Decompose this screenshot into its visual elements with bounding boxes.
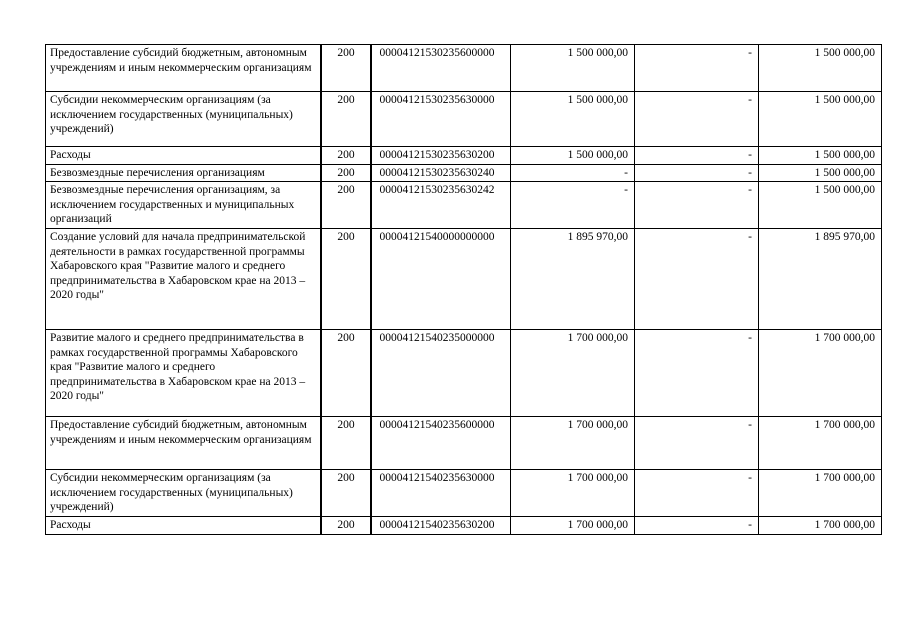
row-name-cell: Безвозмездные перечисления организациям, за исключением государственных и муниципальных организаций xyxy=(46,182,321,229)
row-remaining-cell: 1 500 000,00 xyxy=(759,182,882,229)
row-name-cell: Субсидии некоммерческим организациям (за исключением государственных (муниципальных) учреждений) xyxy=(46,92,321,147)
row-approved-cell: 1 700 000,00 xyxy=(511,417,635,470)
row-name-cell: Предоставление субсидий бюджетным, автономным учреждениям и иным некоммерческим организациям xyxy=(46,45,321,92)
row-kbk-cell: 00004121530235630000 xyxy=(371,92,511,147)
row-approved-cell: 1 700 000,00 xyxy=(511,470,635,517)
row-code-cell: 200 xyxy=(321,45,371,92)
table-row xyxy=(46,470,882,517)
row-name-cell: Развитие малого и среднего предпринимательства в рамках государственной программы Хабаровского края "Развитие малого и среднего предпринимательства в Хабаровском крае на 2013 – 2020 годы" xyxy=(46,330,321,417)
row-name-cell: Расходы xyxy=(46,517,321,535)
row-kbk-cell: 00004121530235630242 xyxy=(371,182,511,229)
row-kbk-cell: 00004121540000000000 xyxy=(371,229,511,330)
row-approved-cell: 1 700 000,00 xyxy=(511,517,635,535)
row-executed-cell: - xyxy=(635,45,759,92)
row-code-cell: 200 xyxy=(321,517,371,535)
row-executed-cell: - xyxy=(635,92,759,147)
row-code-cell: 200 xyxy=(321,164,371,182)
row-approved-cell: 1 500 000,00 xyxy=(511,147,635,165)
row-kbk-cell: 00004121540235630000 xyxy=(371,470,511,517)
row-code-cell: 200 xyxy=(321,470,371,517)
table-row xyxy=(46,330,882,417)
row-remaining-cell: 1 700 000,00 xyxy=(759,417,882,470)
table-row xyxy=(46,164,882,182)
row-name-cell: Создание условий для начала предпринимательской деятельности в рамках государственной программы Хабаровского края "Развитие малого и среднего предпринимательства в Хабаровском крае на 2013 – 2020 годы" xyxy=(46,229,321,330)
row-executed-cell: - xyxy=(635,330,759,417)
row-code-cell: 200 xyxy=(321,182,371,229)
row-kbk-cell: 00004121530235630240 xyxy=(371,164,511,182)
row-kbk-cell: 00004121530235630200 xyxy=(371,147,511,165)
row-executed-cell: - xyxy=(635,517,759,535)
table-row xyxy=(46,417,882,470)
row-name-cell: Субсидии некоммерческим организациям (за исключением государственных (муниципальных) учреждений) xyxy=(46,470,321,517)
row-kbk-cell: 00004121530235600000 xyxy=(371,45,511,92)
row-remaining-cell: 1 700 000,00 xyxy=(759,470,882,517)
row-code-cell: 200 xyxy=(321,92,371,147)
row-code-cell: 200 xyxy=(321,417,371,470)
row-kbk-cell: 00004121540235630200 xyxy=(371,517,511,535)
row-remaining-cell: 1 500 000,00 xyxy=(759,147,882,165)
row-approved-cell: 1 895 970,00 xyxy=(511,229,635,330)
row-executed-cell: - xyxy=(635,229,759,330)
row-executed-cell: - xyxy=(635,182,759,229)
table-row xyxy=(46,182,882,229)
budget-table xyxy=(45,44,882,535)
row-remaining-cell: 1 700 000,00 xyxy=(759,330,882,417)
row-remaining-cell: 1 700 000,00 xyxy=(759,517,882,535)
row-name-cell: Предоставление субсидий бюджетным, автономным учреждениям и иным некоммерческим организациям xyxy=(46,417,321,470)
budget-table-body xyxy=(46,45,882,535)
row-remaining-cell: 1 500 000,00 xyxy=(759,45,882,92)
row-name-cell: Безвозмездные перечисления организациям xyxy=(46,164,321,182)
row-code-cell: 200 xyxy=(321,147,371,165)
row-kbk-cell: 00004121540235600000 xyxy=(371,417,511,470)
row-approved-cell: 1 700 000,00 xyxy=(511,330,635,417)
row-remaining-cell: 1 895 970,00 xyxy=(759,229,882,330)
table-row xyxy=(46,517,882,535)
row-executed-cell: - xyxy=(635,147,759,165)
row-executed-cell: - xyxy=(635,470,759,517)
row-executed-cell: - xyxy=(635,417,759,470)
table-row xyxy=(46,229,882,330)
row-approved-cell: - xyxy=(511,164,635,182)
row-executed-cell: - xyxy=(635,164,759,182)
row-code-cell: 200 xyxy=(321,330,371,417)
row-remaining-cell: 1 500 000,00 xyxy=(759,164,882,182)
row-approved-cell: 1 500 000,00 xyxy=(511,45,635,92)
table-row xyxy=(46,147,882,165)
row-name-cell: Расходы xyxy=(46,147,321,165)
row-code-cell: 200 xyxy=(321,229,371,330)
row-approved-cell: 1 500 000,00 xyxy=(511,92,635,147)
row-kbk-cell: 00004121540235000000 xyxy=(371,330,511,417)
table-row xyxy=(46,45,882,92)
row-approved-cell: - xyxy=(511,182,635,229)
table-row xyxy=(46,92,882,147)
row-remaining-cell: 1 500 000,00 xyxy=(759,92,882,147)
